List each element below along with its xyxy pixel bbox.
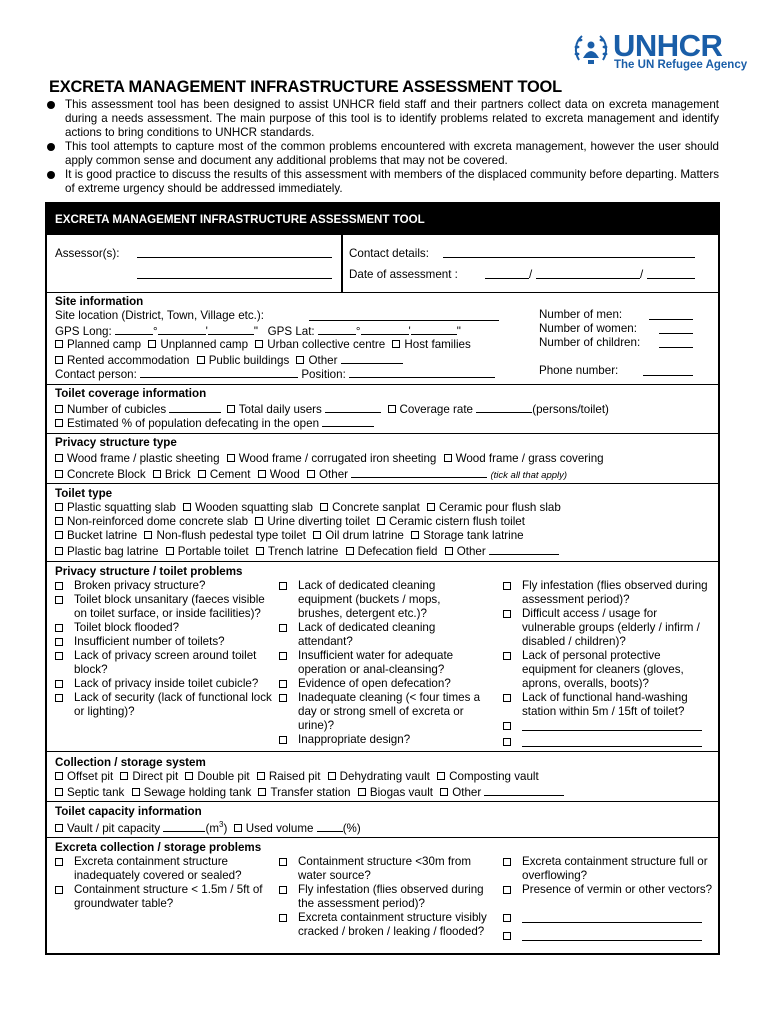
checkbox[interactable] <box>55 788 63 796</box>
date-sep: / <box>529 268 533 281</box>
option-label: Plastic squatting slab <box>67 501 176 514</box>
checklist-item <box>279 579 487 621</box>
checkbox[interactable] <box>55 596 63 604</box>
checkbox[interactable] <box>279 652 287 660</box>
checklist-item <box>55 883 273 911</box>
checkbox[interactable] <box>392 340 400 348</box>
item-label: Lack of personal protective equipment for cleaners (gloves, aprons, overalls, boots)? <box>522 649 684 690</box>
checklist-item <box>503 649 713 691</box>
intro-item: This tool attempts to capture most of the common problems encountered with excreta management, however the user should apply common sense and document any additional problems that may not be covered. <box>44 140 719 168</box>
checklist-item <box>503 579 713 607</box>
checkbox[interactable] <box>255 517 263 525</box>
children-label: Number of children: <box>539 336 641 349</box>
item-label: Lack of security (lack of functional lock or lighting)? <box>74 691 272 718</box>
checkbox[interactable] <box>197 356 205 364</box>
checkbox[interactable] <box>279 624 287 632</box>
site-section <box>47 292 718 384</box>
gps-lat-deg-field[interactable] <box>318 323 356 335</box>
position-field[interactable] <box>349 366 495 378</box>
checkbox[interactable] <box>358 788 366 796</box>
option-label: Direct pit <box>132 770 179 783</box>
checkbox[interactable] <box>55 624 63 632</box>
checkbox[interactable] <box>320 503 328 511</box>
date-month-field[interactable] <box>536 278 640 279</box>
capacity-heading: Toilet capacity information <box>55 805 202 818</box>
document-title: EXCRETA MANAGEMENT INFRASTRUCTURE ASSESSMENT TOOL <box>49 78 562 96</box>
gps-long-label: GPS Long: <box>55 325 112 338</box>
checkbox[interactable] <box>279 736 287 744</box>
checkbox[interactable] <box>346 547 354 555</box>
checkbox[interactable] <box>328 772 336 780</box>
intro-item: This assessment tool has been designed to assist UNHCR field staff and their partners collect data on excreta management during a needs assessment. The main purpose of this tool is to identify problems related to excreta management and identify actions to bring conditions to UNHCR standards. <box>44 98 719 140</box>
other-field[interactable] <box>522 929 702 941</box>
gps-long-deg-field[interactable] <box>115 323 153 335</box>
gps-lat-sec-field[interactable] <box>411 323 457 335</box>
assessor-field-2[interactable] <box>137 278 332 279</box>
checkbox[interactable] <box>55 517 63 525</box>
checkbox[interactable] <box>503 858 511 866</box>
checkbox[interactable] <box>279 582 287 590</box>
checkbox[interactable] <box>234 824 242 832</box>
option-label: Wooden squatting slab <box>195 501 313 514</box>
checkbox[interactable] <box>503 932 511 940</box>
option-label: Portable toilet <box>177 545 249 558</box>
option-label: Bucket latrine <box>67 529 138 542</box>
gps-lat-label: GPS Lat: <box>267 325 315 338</box>
option-label: Ceramic pour flush slab <box>439 501 561 514</box>
contact-details-label: Contact details: <box>349 247 429 260</box>
item-label: Difficult access / usage for vulnerable groups (elderly / infirm / disabled / children)? <box>522 607 700 648</box>
checkbox[interactable] <box>55 547 63 555</box>
men-field[interactable] <box>649 319 693 320</box>
option-label: Transfer station <box>270 786 351 799</box>
checklist-item <box>279 883 487 911</box>
item-label: Containment structure < 1.5m / 5ft of groundwater table? <box>74 883 263 910</box>
privacy-heading: Privacy structure type <box>55 436 177 449</box>
checkbox[interactable] <box>55 886 63 894</box>
problems-col-3 <box>503 579 713 751</box>
checklist-item <box>55 649 273 677</box>
checkbox[interactable] <box>307 470 315 478</box>
item-label: Presence of vermin or other vectors? <box>522 883 713 896</box>
checklist-item <box>279 649 487 677</box>
checkbox[interactable] <box>55 454 63 462</box>
checkbox[interactable] <box>55 824 63 832</box>
option-label: Wood frame / plastic sheeting <box>67 452 220 465</box>
checkbox[interactable] <box>503 652 511 660</box>
women-label: Number of women: <box>539 322 637 335</box>
vault-field[interactable] <box>163 820 205 832</box>
collection-heading: Collection / storage system <box>55 756 206 769</box>
item-label: Containment structure <30m from water source? <box>298 855 472 882</box>
option-label: Sewage holding tank <box>143 786 252 799</box>
checkbox[interactable] <box>313 531 321 539</box>
item-label: Broken privacy structure? <box>74 579 206 592</box>
open-defecation-field[interactable] <box>322 415 374 427</box>
checkbox[interactable] <box>503 914 511 922</box>
checklist-item <box>503 719 713 735</box>
other-field[interactable] <box>522 735 702 747</box>
checkbox[interactable] <box>55 582 63 590</box>
assessor-section <box>47 235 718 292</box>
checkbox[interactable] <box>55 470 63 478</box>
option-label: Oil drum latrine <box>325 529 404 542</box>
option-label: Urban collective centre <box>267 338 386 351</box>
checkbox[interactable] <box>55 503 63 511</box>
other-field[interactable] <box>341 352 403 364</box>
containment-col-3 <box>503 855 713 945</box>
checkbox[interactable] <box>55 858 63 866</box>
option-label: Plastic bag latrine <box>67 545 159 558</box>
checkbox[interactable] <box>148 340 156 348</box>
phone-field[interactable] <box>643 375 693 376</box>
checkbox[interactable] <box>503 610 511 618</box>
used-unit: (%) <box>342 822 361 835</box>
phone-label: Phone number: <box>539 364 619 377</box>
checklist-item <box>279 621 487 649</box>
checkbox[interactable] <box>444 454 452 462</box>
toilet-type-heading: Toilet type <box>55 487 113 500</box>
item-label: Inadequate cleaning (< four times a day or strong smell of excreta or urine)? <box>298 691 481 732</box>
checklist-item <box>279 691 487 733</box>
checklist-item <box>279 911 487 939</box>
item-label: Fly infestation (flies observed during assessment period)? <box>522 579 708 606</box>
gps-long-min-field[interactable] <box>158 323 206 335</box>
checklist-item <box>279 855 487 883</box>
option-label: Septic tank <box>67 786 125 799</box>
assessor-label: Assessor(s): <box>55 247 120 260</box>
containment-col-1 <box>55 855 273 911</box>
checkbox[interactable] <box>198 470 206 478</box>
checkbox[interactable] <box>279 886 287 894</box>
option-label: Trench latrine <box>267 545 339 558</box>
capacity-section <box>47 801 718 837</box>
option-label: Brick <box>164 468 191 481</box>
item-label: Lack of privacy screen around toilet block? <box>74 649 257 676</box>
item-label: Excreta containment structure full or overflowing? <box>522 855 708 882</box>
deg-symbol: ° <box>152 325 158 338</box>
option-label: Rented accommodation <box>67 354 190 367</box>
checklist-item <box>279 733 487 747</box>
option-label: Offset pit <box>67 770 114 783</box>
checkbox[interactable] <box>55 531 63 539</box>
unhcr-logo <box>571 28 748 72</box>
option-label: Composting vault <box>449 770 539 783</box>
date-label: Date of assessment : <box>349 268 458 281</box>
option-label: Defecation field <box>357 545 438 558</box>
item-label: Excreta containment structure visibly cracked / broken / leaking / flooded? <box>298 911 487 938</box>
checkbox[interactable] <box>256 547 264 555</box>
containment-col-2 <box>279 855 487 939</box>
checklist-item <box>503 929 713 945</box>
date-day-field[interactable] <box>485 278 529 279</box>
cubicles-label: Number of cubicles <box>67 403 167 416</box>
checklist-item <box>55 691 273 719</box>
checkbox[interactable] <box>55 419 63 427</box>
checkbox[interactable] <box>437 772 445 780</box>
option-label: Host families <box>404 338 471 351</box>
checklist-item <box>503 883 713 897</box>
checkbox[interactable] <box>227 454 235 462</box>
checkbox[interactable] <box>255 340 263 348</box>
children-field[interactable] <box>659 347 693 348</box>
logo-wordmark: UNHCR <box>613 28 723 63</box>
option-label: Other <box>308 354 338 367</box>
gps-lat-min-field[interactable] <box>361 323 409 335</box>
vault-unit-end: ) <box>223 822 228 835</box>
checkbox[interactable] <box>257 772 265 780</box>
contact-person-field[interactable] <box>140 366 298 378</box>
checklist-item <box>503 911 713 927</box>
item-label: Toilet block flooded? <box>74 621 180 634</box>
checkbox[interactable] <box>411 531 419 539</box>
unhcr-laurel-emblem-icon <box>571 30 611 70</box>
problems-section <box>47 561 718 751</box>
checklist-item <box>503 691 713 719</box>
checkbox[interactable] <box>427 503 435 511</box>
checkbox[interactable] <box>55 405 63 413</box>
option-label: Public buildings <box>208 354 290 367</box>
logo-tagline: The UN Refugee Agency <box>614 59 748 71</box>
other-field[interactable] <box>489 543 559 555</box>
divider <box>341 235 343 292</box>
checklist-item <box>55 621 273 635</box>
checkbox[interactable] <box>55 638 63 646</box>
option-label: Other <box>456 545 486 558</box>
checklist-item <box>55 635 273 649</box>
option-label: Planned camp <box>67 338 142 351</box>
option-label: Raised pit <box>268 770 321 783</box>
checklist-item <box>503 855 713 883</box>
intro-item: It is good practice to discuss the results of this assessment with members of the displaced community before departing. Matters of extreme urgency should be addressed immediately. <box>44 168 719 196</box>
checkbox[interactable] <box>120 772 128 780</box>
checkbox[interactable] <box>279 858 287 866</box>
date-sep: / <box>640 268 644 281</box>
problems-col-2 <box>279 579 487 747</box>
checkbox[interactable] <box>227 405 235 413</box>
option-label: Concrete Block <box>67 468 146 481</box>
position-label: Position: <box>301 368 346 381</box>
privacy-section <box>47 433 718 483</box>
option-label: Wood frame / grass covering <box>455 452 604 465</box>
checkbox[interactable] <box>503 738 511 746</box>
rate-field[interactable] <box>476 401 532 413</box>
checkbox[interactable] <box>440 788 448 796</box>
option-label: Non-reinforced dome concrete slab <box>67 515 249 528</box>
assessor-field[interactable] <box>137 257 332 258</box>
checkbox[interactable] <box>388 405 396 413</box>
item-label: Excreta containment structure inadequately covered or sealed? <box>74 855 242 882</box>
item-label: Toilet block unsanitary (faeces visible on toilet surface, or inside facilities)? <box>74 593 265 620</box>
open-defecation-label: Estimated % of population defecating in the open <box>67 417 320 430</box>
checkbox[interactable] <box>377 517 385 525</box>
checklist-item <box>55 579 273 593</box>
toilet-type-section <box>47 483 718 561</box>
option-label: Other <box>452 786 482 799</box>
item-label: Lack of functional hand-washing station within 5m / 15ft of toilet? <box>522 691 688 718</box>
coverage-section <box>47 384 718 433</box>
checkbox[interactable] <box>185 772 193 780</box>
item-label: Inappropriate design? <box>298 733 411 746</box>
checklist-item <box>279 677 487 691</box>
item-label: Insufficient number of toilets? <box>74 635 225 648</box>
checkbox[interactable] <box>55 356 63 364</box>
checkbox[interactable] <box>166 547 174 555</box>
checkbox[interactable] <box>296 356 304 364</box>
form-header: EXCRETA MANAGEMENT INFRASTRUCTURE ASSESSMENT TOOL <box>47 204 718 235</box>
option-label: Cement <box>209 468 251 481</box>
option-label: Double pit <box>197 770 250 783</box>
other-field[interactable] <box>522 911 702 923</box>
option-label: Wood frame / corrugated iron sheeting <box>238 452 437 465</box>
item-label: Fly infestation (flies observed during the assessment period)? <box>298 883 484 910</box>
option-label: Biogas vault <box>369 786 434 799</box>
checkbox[interactable] <box>279 680 287 688</box>
intro-list <box>44 98 719 196</box>
item-label: Lack of dedicated cleaning equipment (buckets / mops, brushes, detergent etc.)? <box>298 579 441 620</box>
option-label: Storage tank latrine <box>423 529 524 542</box>
checkbox[interactable] <box>55 772 63 780</box>
other-field[interactable] <box>351 466 487 478</box>
used-label: Used volume <box>245 822 314 835</box>
checkbox[interactable] <box>55 340 63 348</box>
containment-heading: Excreta collection / storage problems <box>55 841 262 854</box>
option-label: Concrete sanplat <box>332 501 420 514</box>
checkbox[interactable] <box>55 652 63 660</box>
checkbox[interactable] <box>503 722 511 730</box>
users-field[interactable] <box>325 401 381 413</box>
collection-section <box>47 751 718 801</box>
women-field[interactable] <box>659 333 693 334</box>
checkbox[interactable] <box>503 694 511 702</box>
checklist-item <box>503 607 713 649</box>
option-label: Other <box>319 468 349 481</box>
site-location-field[interactable] <box>309 320 499 321</box>
containment-section <box>47 837 718 955</box>
sec-symbol: " <box>253 325 258 338</box>
sec-symbol: " <box>456 325 461 338</box>
checklist-item <box>55 677 273 691</box>
users-label: Total daily users <box>238 403 322 416</box>
tick-note: (tick all that apply) <box>490 470 568 481</box>
checkbox[interactable] <box>279 914 287 922</box>
min-symbol: ' <box>408 325 411 338</box>
checkbox[interactable] <box>258 470 266 478</box>
option-label: Urine diverting toilet <box>267 515 370 528</box>
assessment-form <box>45 202 720 955</box>
item-label: Lack of privacy inside toilet cubicle? <box>74 677 259 690</box>
item-label: Insufficient water for adequate operation or anal-cleansing? <box>298 649 454 676</box>
checkbox[interactable] <box>503 582 511 590</box>
checkbox[interactable] <box>258 788 266 796</box>
problems-heading: Privacy structure / toilet problems <box>55 565 243 578</box>
option-label: Dehydrating vault <box>339 770 430 783</box>
rate-label: Coverage rate <box>399 403 473 416</box>
option-label: Non-flush pedestal type toilet <box>156 529 307 542</box>
item-label: Evidence of open defecation? <box>298 677 451 690</box>
vault-unit: (m <box>205 822 219 835</box>
checkbox[interactable] <box>183 503 191 511</box>
cubicles-field[interactable] <box>169 401 221 413</box>
checkbox[interactable] <box>153 470 161 478</box>
checklist-item <box>503 735 713 751</box>
date-year-field[interactable] <box>647 278 695 279</box>
checkbox[interactable] <box>279 694 287 702</box>
gps-long-sec-field[interactable] <box>208 323 254 335</box>
vault-label: Vault / pit capacity <box>67 822 161 835</box>
other-field[interactable] <box>484 784 564 796</box>
checkbox[interactable] <box>132 788 140 796</box>
checkbox[interactable] <box>55 694 63 702</box>
option-label: Unplanned camp <box>160 338 249 351</box>
problems-col-1 <box>55 579 273 719</box>
coverage-heading: Toilet coverage information <box>55 387 207 400</box>
checkbox[interactable] <box>445 547 453 555</box>
vault-unit-sup: 3 <box>219 820 224 830</box>
site-location-label: Site location (District, Town, Village etc.): <box>55 309 264 322</box>
checkbox[interactable] <box>503 886 511 894</box>
option-label: Ceramic cistern flush toilet <box>389 515 525 528</box>
checklist-item <box>55 593 273 621</box>
checkbox[interactable] <box>55 680 63 688</box>
contact-details-field[interactable] <box>443 257 695 258</box>
men-label: Number of men: <box>539 308 623 321</box>
deg-symbol: ° <box>355 325 361 338</box>
checkbox[interactable] <box>144 531 152 539</box>
contact-person-label: Contact person: <box>55 368 137 381</box>
used-field[interactable] <box>317 820 343 832</box>
site-heading: Site information <box>55 295 144 308</box>
option-label: Wood <box>269 468 300 481</box>
min-symbol: ' <box>205 325 208 338</box>
other-field[interactable] <box>522 719 702 731</box>
item-label: Lack of dedicated cleaning attendant? <box>298 621 436 648</box>
rate-unit: (persons/toilet) <box>532 403 609 416</box>
checklist-item <box>55 855 273 883</box>
